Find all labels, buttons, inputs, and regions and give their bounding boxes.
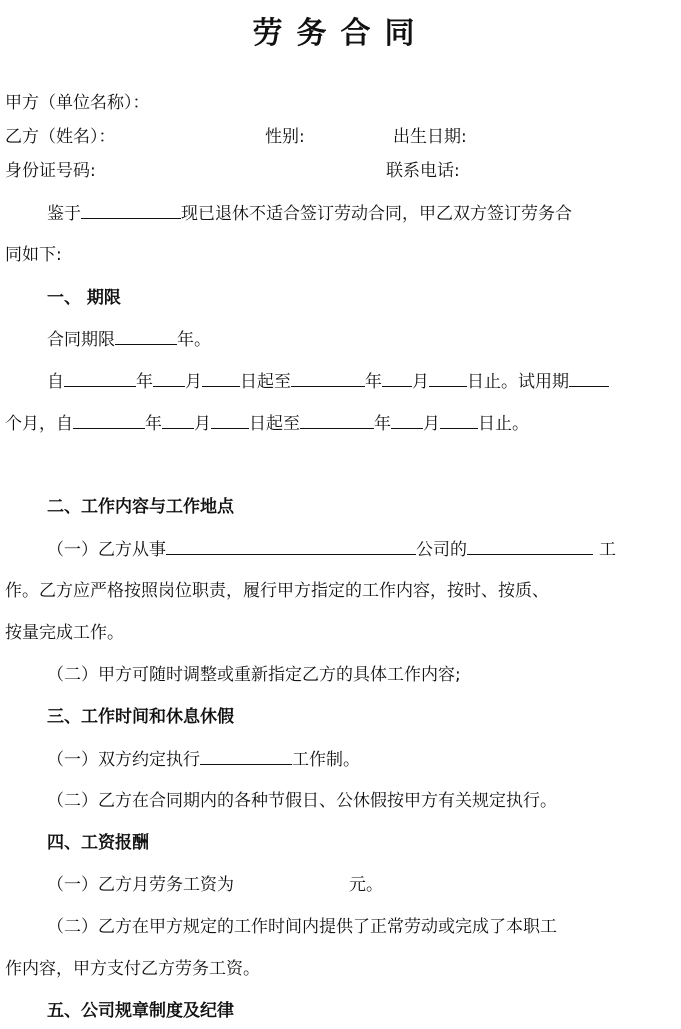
pay-text-4: 作内容，甲方支付乙方劳务工资。 xyxy=(5,959,260,979)
time-text-3: （二）乙方在合同期内的各种节假日、公休假按甲方有关规定执行。 xyxy=(47,791,557,811)
gender-label: 性别: xyxy=(265,127,305,147)
blank-end-day[interactable] xyxy=(429,370,467,387)
section-2-heading: 二、工作内容与工作地点 xyxy=(47,497,234,517)
blank-work-field[interactable] xyxy=(166,538,416,555)
phone-label: 联系电话: xyxy=(386,161,460,181)
party-b-label: 乙方（姓名）： xyxy=(5,127,116,147)
year-text: 年 xyxy=(365,372,382,392)
blank-trial-end-day[interactable] xyxy=(440,412,478,429)
intro-text-3: 同如下: xyxy=(5,245,62,265)
months-from-text: 个月，自 xyxy=(5,414,73,434)
work-text-3: 工 xyxy=(599,540,616,560)
day-end-text: 日止。 xyxy=(467,372,518,392)
from-text: 自 xyxy=(47,372,64,392)
period-line-2 xyxy=(5,412,529,435)
birth-date-label: 出生日期: xyxy=(393,127,467,147)
id-number-label: 身份证号码: xyxy=(5,161,96,181)
blank-start-year[interactable] xyxy=(64,370,136,387)
year-text: 年 xyxy=(136,372,153,392)
time-text-1: （一）双方约定执行 xyxy=(47,750,200,770)
party-a-label: 甲方（单位名称）： xyxy=(5,93,150,113)
intro-line xyxy=(47,202,572,225)
month-text: 月 xyxy=(185,372,202,392)
term-text: 合同期限 xyxy=(47,330,115,350)
work-text-1: （一）乙方从事 xyxy=(47,540,166,560)
section-3-heading: 三、工作时间和休息休假 xyxy=(47,707,234,727)
page-title: 劳务合同 xyxy=(252,16,429,51)
pay-text-2: 元。 xyxy=(349,875,383,895)
year-text: 年 xyxy=(374,414,391,434)
work-text-4: 作。乙方应严格按照岗位职责，履行甲方指定的工作内容，按时、按质、 xyxy=(5,581,549,601)
blank-start-month[interactable] xyxy=(153,370,185,387)
term-line xyxy=(47,328,211,351)
blank-trial-start-year[interactable] xyxy=(73,412,145,429)
intro-text-1: 鉴于 xyxy=(47,204,81,224)
work-line-1 xyxy=(47,538,616,561)
intro-text-2: 现已退休不适合签订劳动合同，甲乙双方签订劳务合 xyxy=(181,204,572,224)
work-text-6: （二）甲方可随时调整或重新指定乙方的具体工作内容; xyxy=(47,665,461,685)
term-unit: 年。 xyxy=(177,330,211,350)
pay-text-1: （一）乙方月劳务工资为 xyxy=(47,875,234,895)
blank-trial-end-year[interactable] xyxy=(300,412,374,429)
time-text-2: 工作制。 xyxy=(292,750,360,770)
blank-end-year[interactable] xyxy=(291,370,365,387)
day-until-text: 日起至 xyxy=(249,414,300,434)
section-4-heading: 四、工资报酬 xyxy=(47,833,149,853)
day-until-text: 日起至 xyxy=(240,372,291,392)
trial-text: 试用期 xyxy=(518,372,569,392)
month-text: 月 xyxy=(412,372,429,392)
blank-term-years[interactable] xyxy=(115,328,177,345)
section-1-heading: 一、 期限 xyxy=(47,288,121,308)
day-end-text: 日止。 xyxy=(478,414,529,434)
pay-text-3: （二）乙方在甲方规定的工作时间内提供了正常劳动或完成了本职工 xyxy=(47,917,557,937)
work-text-5: 按量完成工作。 xyxy=(5,623,124,643)
blank-trial-start-day[interactable] xyxy=(211,412,249,429)
blank-retired-reason[interactable] xyxy=(81,202,181,219)
blank-end-month[interactable] xyxy=(382,370,412,387)
blank-trial-end-month[interactable] xyxy=(391,412,423,429)
pay-line-1 xyxy=(47,874,383,896)
month-text: 月 xyxy=(423,414,440,434)
section-5-heading: 五、公司规章制度及纪律 xyxy=(47,1001,234,1021)
blank-work-system[interactable] xyxy=(200,748,292,765)
blank-trial-months[interactable] xyxy=(569,370,609,387)
month-text: 月 xyxy=(194,414,211,434)
period-line-1 xyxy=(47,370,677,393)
blank-trial-start-month[interactable] xyxy=(162,412,194,429)
work-text-2: 公司的 xyxy=(416,540,467,560)
time-line-1 xyxy=(47,748,360,771)
year-text: 年 xyxy=(145,414,162,434)
blank-company-work[interactable] xyxy=(467,538,593,555)
blank-start-day[interactable] xyxy=(202,370,240,387)
